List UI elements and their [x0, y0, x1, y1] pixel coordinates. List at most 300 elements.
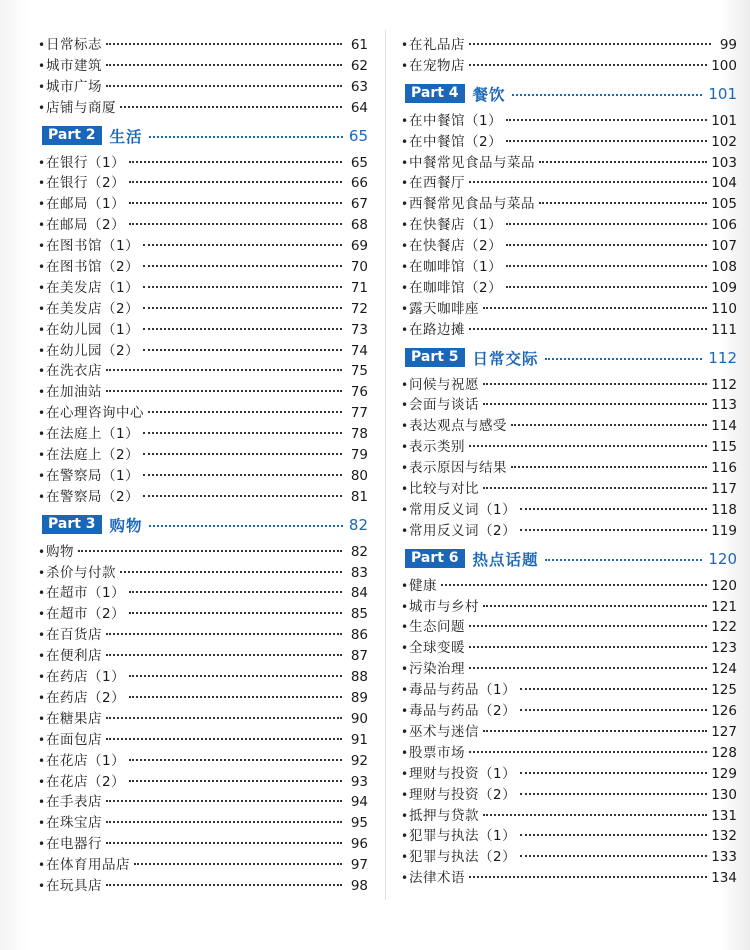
- dot-leader: [469, 328, 707, 330]
- toc-entry-label: 问候与祝愿: [409, 376, 479, 393]
- dot-leader: [469, 667, 707, 669]
- toc-entry-label: 在警察局（2）: [46, 488, 140, 505]
- dot-leader: [106, 654, 342, 656]
- toc-entry-label: 店铺与商厦: [46, 99, 116, 116]
- toc-entry-label: 在药店（1）: [46, 669, 126, 686]
- dot-leader: [520, 793, 707, 795]
- toc-entry-page-number: 76: [350, 384, 368, 401]
- bullet-icon: •: [401, 766, 409, 781]
- toc-entry-label: 在警察局（1）: [46, 467, 140, 484]
- toc-entry-label: 在快餐店（1）: [409, 217, 503, 234]
- toc-entry-page-number: 129: [711, 765, 737, 782]
- toc-entry-page-number: 83: [350, 564, 368, 581]
- toc-entry-page-number: 67: [350, 196, 368, 213]
- dot-leader: [483, 403, 707, 405]
- bullet-icon: •: [38, 322, 46, 337]
- bullet-icon: •: [401, 301, 409, 316]
- bullet-icon: •: [401, 280, 409, 295]
- toc-entry-page-number: 117: [711, 481, 737, 498]
- toc-entry-page-number: 65: [350, 154, 368, 171]
- toc-entry-label: 比较与对比: [409, 481, 479, 498]
- dot-leader: [106, 369, 342, 371]
- dot-leader: [106, 64, 342, 66]
- toc-left-column: [38, 35, 368, 897]
- dot-leader: [469, 181, 707, 183]
- toc-entry[interactable]: [38, 257, 368, 278]
- toc-entry-label: 在中餐馆（1）: [409, 112, 503, 129]
- toc-entry-page-number: 121: [711, 598, 737, 615]
- toc-entry-label: 在电器行: [46, 836, 102, 853]
- toc-entry[interactable]: [38, 77, 368, 98]
- bullet-icon: •: [401, 871, 409, 886]
- toc-entry[interactable]: [38, 98, 368, 119]
- toc-entry-label: 在珠宝店: [46, 815, 102, 832]
- part-badge: Part 5: [405, 348, 465, 367]
- toc-entry-label: 全球变暖: [409, 640, 465, 657]
- toc-entry[interactable]: [401, 680, 737, 701]
- toc-entry-label: 在花店（1）: [46, 752, 126, 769]
- dot-leader: [511, 424, 707, 426]
- toc-entry-page-number: 85: [350, 606, 368, 623]
- toc-entry[interactable]: [38, 667, 368, 688]
- toc-entry[interactable]: [38, 813, 368, 834]
- toc-entry-page-number: 80: [350, 467, 368, 484]
- toc-entry-label: 在西餐厅: [409, 175, 465, 192]
- toc-entry[interactable]: [401, 521, 737, 542]
- dot-leader: [129, 591, 342, 593]
- bullet-icon: •: [38, 301, 46, 316]
- toc-entry[interactable]: [38, 563, 368, 584]
- bullet-icon: •: [401, 155, 409, 170]
- toc-entry-label: 在加油站: [46, 384, 102, 401]
- dot-leader: [106, 738, 342, 740]
- bullet-icon: •: [401, 197, 409, 212]
- toc-entry[interactable]: [38, 751, 368, 772]
- toc-entry[interactable]: [38, 834, 368, 855]
- toc-entry[interactable]: [38, 445, 368, 466]
- toc-entry-label: 在图书馆（2）: [46, 259, 140, 276]
- toc-entry-page-number: 119: [711, 522, 737, 539]
- toc-entry[interactable]: [38, 382, 368, 403]
- toc-entry-label: 毒品与药品（2）: [409, 703, 517, 720]
- toc-entry-page-number: 125: [711, 682, 737, 699]
- toc-entry-label: 在宠物店: [409, 57, 465, 74]
- dot-leader: [106, 800, 342, 802]
- toc-entry[interactable]: [38, 320, 368, 341]
- toc-entry[interactable]: [38, 153, 368, 174]
- toc-entry[interactable]: [401, 278, 737, 299]
- toc-entry[interactable]: [401, 153, 737, 174]
- toc-entry-label: 在路边摊: [409, 321, 465, 338]
- toc-entry-page-number: 134: [711, 870, 737, 887]
- bullet-icon: •: [401, 218, 409, 233]
- toc-entry-label: 在花店（2）: [46, 773, 126, 790]
- toc-entry[interactable]: [38, 709, 368, 730]
- toc-entry[interactable]: [401, 785, 737, 806]
- toc-entry-page-number: 94: [350, 794, 368, 811]
- dot-leader: [520, 529, 707, 531]
- dot-leader: [506, 223, 707, 225]
- toc-entry[interactable]: [38, 424, 368, 445]
- toc-entry[interactable]: [401, 257, 737, 278]
- dot-leader: [520, 508, 707, 510]
- toc-entry[interactable]: [401, 847, 737, 868]
- toc-entry[interactable]: [38, 772, 368, 793]
- toc-entry-label: 城市广场: [46, 78, 102, 95]
- dot-leader: [520, 834, 707, 836]
- section-title: 购物: [109, 516, 143, 535]
- toc-entry[interactable]: [38, 403, 368, 424]
- dot-leader: [149, 525, 343, 527]
- toc-entry-label: 在体育用品店: [46, 857, 130, 874]
- toc-entry-label: 在法庭上（2）: [46, 447, 140, 464]
- toc-entry[interactable]: [401, 299, 737, 320]
- toc-entry[interactable]: [401, 320, 737, 341]
- bullet-icon: •: [38, 837, 46, 852]
- section-title: 日常交际: [472, 349, 539, 368]
- bullet-icon: •: [38, 385, 46, 400]
- dot-leader: [143, 307, 342, 309]
- toc-entry[interactable]: [38, 194, 368, 215]
- bullet-icon: •: [38, 427, 46, 442]
- dot-leader: [106, 85, 342, 87]
- toc-entry-page-number: 66: [350, 175, 368, 192]
- toc-entry[interactable]: [401, 111, 737, 132]
- dot-leader: [506, 119, 707, 121]
- bullet-icon: •: [38, 197, 46, 212]
- toc-entry-page-number: 127: [711, 723, 737, 740]
- dot-leader: [520, 855, 707, 857]
- toc-entry-page-number: 113: [711, 397, 737, 414]
- toc-entry-page-number: 87: [350, 648, 368, 665]
- toc-entry[interactable]: [401, 659, 737, 680]
- toc-entry-label: 巫术与迷信: [409, 723, 479, 740]
- dot-leader: [143, 474, 342, 476]
- toc-entry-label: 在美发店（1）: [46, 279, 140, 296]
- toc-entry[interactable]: [38, 688, 368, 709]
- bullet-icon: •: [401, 599, 409, 614]
- toc-entry[interactable]: [38, 583, 368, 604]
- section-title: 餐饮: [472, 85, 506, 104]
- dot-leader: [511, 466, 707, 468]
- toc-entry-page-number: 126: [711, 703, 737, 720]
- dot-leader: [143, 495, 342, 497]
- toc-entry-label: 表达观点与感受: [409, 418, 507, 435]
- bullet-icon: •: [401, 440, 409, 455]
- bullet-icon: •: [401, 134, 409, 149]
- bullet-icon: •: [38, 628, 46, 643]
- toc-entry[interactable]: [38, 278, 368, 299]
- toc-entry[interactable]: [401, 236, 737, 257]
- bullet-icon: •: [401, 704, 409, 719]
- bullet-icon: •: [401, 850, 409, 865]
- section-page-number: 112: [708, 348, 737, 367]
- dot-leader: [129, 161, 342, 163]
- bullet-icon: •: [401, 808, 409, 823]
- bullet-icon: •: [38, 753, 46, 768]
- dot-leader: [143, 453, 342, 455]
- bullet-icon: •: [38, 38, 46, 52]
- toc-entry-label: 理财与投资（1）: [409, 765, 517, 782]
- toc-entry-page-number: 95: [350, 815, 368, 832]
- dot-leader: [483, 730, 707, 732]
- bullet-icon: •: [38, 711, 46, 726]
- toc-entry-page-number: 100: [711, 57, 737, 74]
- toc-entry-page-number: 115: [711, 439, 737, 456]
- bullet-icon: •: [38, 448, 46, 463]
- section-page-number: 101: [708, 84, 737, 103]
- toc-entry-page-number: 120: [711, 577, 737, 594]
- toc-entry-page-number: 96: [350, 836, 368, 853]
- toc-entry[interactable]: [401, 132, 737, 153]
- bullet-icon: •: [38, 690, 46, 705]
- dot-leader: [106, 43, 342, 45]
- dot-leader: [483, 383, 707, 385]
- toc-entry[interactable]: [38, 792, 368, 813]
- bullet-icon: •: [38, 58, 46, 73]
- bullet-icon: •: [38, 260, 46, 275]
- toc-entry[interactable]: [38, 876, 368, 897]
- toc-entry-label: 理财与投资（2）: [409, 786, 517, 803]
- bullet-icon: •: [401, 419, 409, 434]
- dot-leader: [483, 605, 707, 607]
- toc-entry[interactable]: [38, 730, 368, 751]
- dot-leader: [506, 286, 707, 288]
- toc-entry-page-number: 64: [350, 99, 368, 116]
- bullet-icon: •: [38, 239, 46, 254]
- bullet-icon: •: [38, 406, 46, 421]
- toc-entry[interactable]: [401, 194, 737, 215]
- section-heading[interactable]: [38, 119, 368, 153]
- toc-entry[interactable]: [401, 743, 737, 764]
- bullet-icon: •: [38, 544, 46, 559]
- toc-entry[interactable]: [401, 215, 737, 236]
- toc-entry[interactable]: [401, 701, 737, 722]
- toc-entry[interactable]: [38, 341, 368, 362]
- toc-entry[interactable]: [401, 722, 737, 743]
- toc-entry[interactable]: [401, 35, 737, 56]
- toc-entry[interactable]: [38, 361, 368, 382]
- toc-entry[interactable]: [401, 806, 737, 827]
- dot-leader: [506, 140, 707, 142]
- column-divider: [385, 30, 386, 900]
- bullet-icon: •: [38, 816, 46, 831]
- dot-leader: [512, 94, 703, 96]
- toc-entry-label: 在法庭上（1）: [46, 426, 140, 443]
- toc-entry[interactable]: [38, 466, 368, 487]
- toc-entry-page-number: 75: [350, 363, 368, 380]
- dot-leader: [143, 432, 342, 434]
- toc-entry-page-number: 93: [350, 773, 368, 790]
- bullet-icon: •: [401, 662, 409, 677]
- toc-entry-label: 在超市（1）: [46, 585, 126, 602]
- toc-entry-page-number: 78: [350, 426, 368, 443]
- section-page-number: 82: [348, 515, 368, 534]
- toc-entry[interactable]: [401, 437, 737, 458]
- bullet-icon: •: [401, 641, 409, 656]
- section-heading[interactable]: [401, 542, 737, 576]
- toc-entry[interactable]: [401, 416, 737, 437]
- bullet-icon: •: [401, 724, 409, 739]
- toc-entry[interactable]: [38, 625, 368, 646]
- dot-leader: [129, 223, 342, 225]
- toc-entry-page-number: 104: [711, 175, 737, 192]
- toc-entry-page-number: 112: [711, 376, 737, 393]
- toc-entry-label: 中餐常见食品与菜品: [409, 154, 535, 171]
- dot-leader: [106, 717, 342, 719]
- section-heading[interactable]: [401, 77, 737, 111]
- bullet-icon: •: [401, 176, 409, 191]
- toc-entry[interactable]: [401, 56, 737, 77]
- toc-entry-page-number: 92: [350, 752, 368, 769]
- toc-entry-page-number: 84: [350, 585, 368, 602]
- bullet-icon: •: [38, 878, 46, 893]
- dot-leader: [469, 43, 711, 45]
- bullet-icon: •: [38, 280, 46, 295]
- toc-entry-label: 在咖啡馆（1）: [409, 259, 503, 276]
- bullet-icon: •: [38, 607, 46, 622]
- toc-entry[interactable]: [38, 56, 368, 77]
- section-heading[interactable]: [401, 341, 737, 375]
- toc-entry[interactable]: [38, 236, 368, 257]
- toc-entry-label: 会面与谈话: [409, 397, 479, 414]
- toc-entry-page-number: 79: [350, 447, 368, 464]
- toc-entry-label: 在礼品店: [409, 37, 465, 53]
- bullet-icon: •: [38, 79, 46, 94]
- toc-entry-page-number: 88: [350, 669, 368, 686]
- bullet-icon: •: [401, 113, 409, 128]
- section-heading[interactable]: [38, 508, 368, 542]
- toc-entry-label: 在图书馆（1）: [46, 238, 140, 255]
- toc-entry-label: 在中餐馆（2）: [409, 133, 503, 150]
- bullet-icon: •: [401, 787, 409, 802]
- toc-entry[interactable]: [401, 764, 737, 785]
- toc-entry-page-number: 73: [350, 321, 368, 338]
- toc-entry[interactable]: [401, 617, 737, 638]
- toc-entry-page-number: 71: [350, 279, 368, 296]
- toc-entry-page-number: 124: [711, 661, 737, 678]
- toc-entry-page-number: 107: [711, 238, 737, 255]
- dot-leader: [129, 780, 342, 782]
- toc-entry-page-number: 86: [350, 627, 368, 644]
- toc-entry[interactable]: [38, 646, 368, 667]
- toc-entry[interactable]: [401, 375, 737, 396]
- dot-leader: [129, 202, 342, 204]
- toc-entry-page-number: 77: [350, 405, 368, 422]
- toc-entry-page-number: 99: [719, 37, 737, 53]
- toc-entry-page-number: 68: [350, 217, 368, 234]
- toc-entry[interactable]: [38, 604, 368, 625]
- part-badge: Part 6: [405, 549, 465, 568]
- toc-entry[interactable]: [401, 173, 737, 194]
- dot-leader: [539, 161, 707, 163]
- bullet-icon: •: [38, 670, 46, 685]
- toc-entry-page-number: 128: [711, 744, 737, 761]
- toc-entry-label: 城市建筑: [46, 57, 102, 74]
- toc-entry-page-number: 106: [711, 217, 737, 234]
- toc-entry-label: 抵押与贷款: [409, 807, 479, 824]
- toc-entry[interactable]: [401, 479, 737, 500]
- dot-leader: [106, 821, 342, 823]
- toc-entry[interactable]: [38, 487, 368, 508]
- bullet-icon: •: [401, 260, 409, 275]
- toc-entry-page-number: 103: [711, 154, 737, 171]
- toc-entry[interactable]: [38, 215, 368, 236]
- toc-entry-label: 露天咖啡座: [409, 300, 479, 317]
- toc-entry-label: 表示类别: [409, 439, 465, 456]
- toc-entry[interactable]: [38, 855, 368, 876]
- bullet-icon: •: [38, 795, 46, 810]
- toc-entry[interactable]: [401, 868, 737, 889]
- toc-entry-page-number: 105: [711, 196, 737, 213]
- toc-entry[interactable]: [401, 395, 737, 416]
- toc-entry-page-number: 133: [711, 849, 737, 866]
- toc-entry-label: 在银行（1）: [46, 154, 126, 171]
- toc-entry-page-number: 74: [350, 342, 368, 359]
- section-page-number: 120: [708, 549, 737, 568]
- dot-leader: [483, 487, 707, 489]
- dot-leader: [506, 244, 707, 246]
- toc-entry[interactable]: [401, 826, 737, 847]
- toc-entry[interactable]: [401, 597, 737, 618]
- toc-entry-label: 在超市（2）: [46, 606, 126, 623]
- toc-entry-label: 在快餐店（2）: [409, 238, 503, 255]
- toc-entry-label: 在美发店（2）: [46, 300, 140, 317]
- toc-entry-label: 城市与乡村: [409, 598, 479, 615]
- toc-entry[interactable]: [38, 173, 368, 194]
- bullet-icon: •: [38, 489, 46, 504]
- dot-leader: [469, 646, 707, 648]
- toc-entry-page-number: 89: [350, 689, 368, 706]
- toc-entry-label: 犯罪与执法（1）: [409, 828, 517, 845]
- part-badge: Part 2: [42, 126, 102, 145]
- toc-entry[interactable]: [38, 542, 368, 563]
- toc-entry-label: 犯罪与执法（2）: [409, 849, 517, 866]
- dot-leader: [129, 181, 342, 183]
- toc-entry-page-number: 122: [711, 619, 737, 636]
- toc-entry-page-number: 123: [711, 640, 737, 657]
- toc-entry-page-number: 62: [350, 57, 368, 74]
- dot-leader: [469, 445, 707, 447]
- toc-entry[interactable]: [38, 35, 368, 56]
- toc-entry-label: 毒品与药品（1）: [409, 682, 517, 699]
- toc-entry-label: 表示原因与结果: [409, 460, 507, 477]
- toc-entry-label: 健康: [409, 577, 437, 594]
- dot-leader: [78, 550, 342, 552]
- toc-entry[interactable]: [38, 299, 368, 320]
- toc-entry-label: 在洗衣店: [46, 363, 102, 380]
- toc-entry[interactable]: [401, 576, 737, 597]
- bullet-icon: •: [38, 176, 46, 191]
- dot-leader: [143, 328, 342, 330]
- bullet-icon: •: [38, 565, 46, 580]
- bullet-icon: •: [401, 322, 409, 337]
- bullet-icon: •: [401, 482, 409, 497]
- toc-entry[interactable]: [401, 458, 737, 479]
- bullet-icon: •: [38, 468, 46, 483]
- bullet-icon: •: [38, 858, 46, 873]
- toc-entry[interactable]: [401, 638, 737, 659]
- toc-entry-label: 在手表店: [46, 794, 102, 811]
- toc-entry-page-number: 63: [350, 78, 368, 95]
- bullet-icon: •: [401, 829, 409, 844]
- dot-leader: [148, 411, 342, 413]
- bullet-icon: •: [401, 461, 409, 476]
- toc-entry-page-number: 118: [711, 501, 737, 518]
- toc-entry-page-number: 116: [711, 460, 737, 477]
- toc-entry[interactable]: [401, 500, 737, 521]
- toc-entry-label: 在银行（2）: [46, 175, 126, 192]
